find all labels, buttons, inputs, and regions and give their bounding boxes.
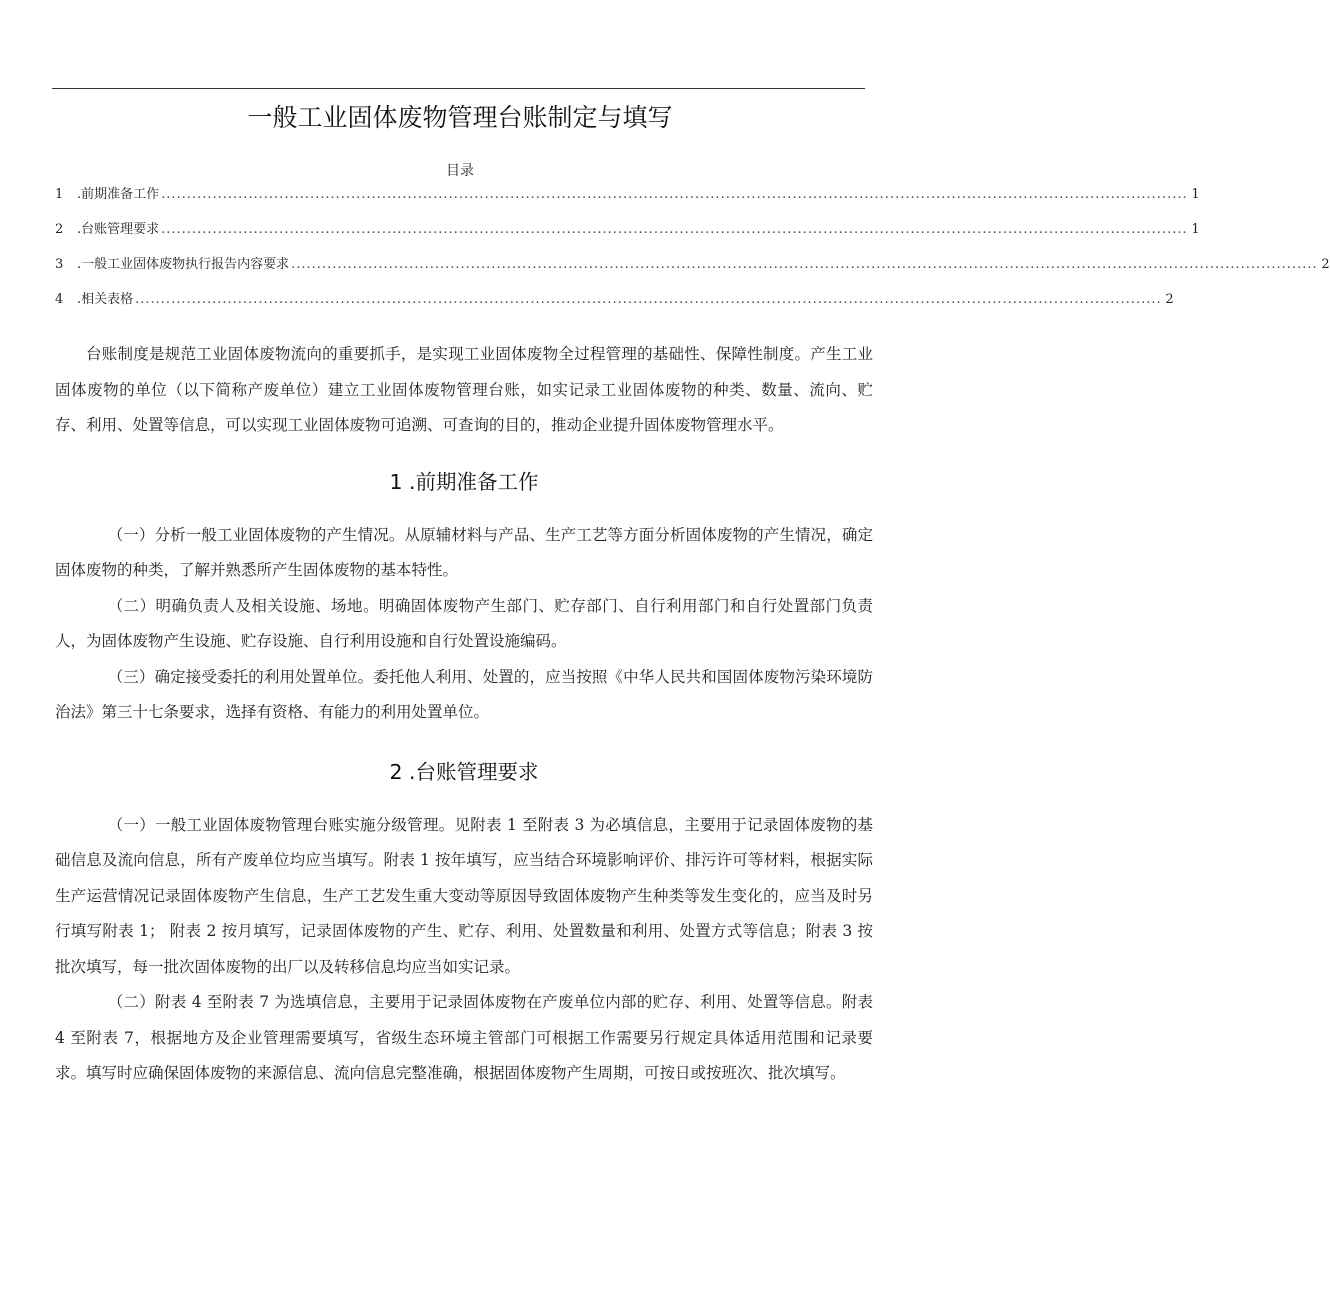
section-2-paragraph-2: （二）附表 4 至附表 7 为选填信息，主要用于记录固体废物在产废单位内部的贮存、利用、处置等信息。附表 4 至附表 7，根据地方及企业管理需要填写，省级生态环境主管部门可根据工作需要另行规定具体适用范围和记录要求。填写时应确保固体废物的来源信息、流向信息完整准确，根据固体废物产生周期，可按日或按班次、批次填写。 — [55, 993, 873, 1082]
toc-leader-dots: ........................................................................................................................................................................................................ — [161, 187, 1188, 202]
toc-leader-dots: ........................................................................................................................................................................................................ — [291, 257, 1318, 272]
toc-entry[interactable] — [55, 253, 1330, 288]
toc-entry-number: 2 — [55, 222, 64, 237]
section-heading-2: 2 .台账管理要求 — [389, 759, 539, 784]
toc-entry[interactable] — [55, 218, 1200, 253]
toc-entry-number: 1 — [55, 187, 64, 202]
document-title: 一般工业固体废物管理台账制定与填写 — [247, 103, 673, 132]
toc-entry-number: 3 — [55, 257, 64, 272]
toc-entry-label: .一般工业固体废物执行报告内容要求 — [77, 257, 290, 272]
section-2-paragraph-1: （一）一般工业固体废物管理台账实施分级管理。见附表 1 至附表 3 为必填信息，主要用于记录固体废物的基础信息及流向信息，所有产废单位均应当填写。附表 1 按年填写，应当结合环境影响评价、排污许可等材料，根据实际生产运营情况记录固体废物产生信息，生产工艺发生重大变动等原因导致固体废物产生种类等发生变化的，应当及时另行填写附表 1； 附表 2 按月填写，记录固体废物的产生、贮存、利用、处置数量和利用、处置方式等信息；附表 3 按批次填写，每一批次固体废物的出厂以及转移信息均应当如实记录。 — [55, 815, 873, 976]
table-of-contents — [55, 183, 1330, 323]
document-body — [55, 337, 873, 1092]
toc-entry-label: .前期准备工作 — [77, 187, 160, 202]
section-1-paragraph-3: （三）确定接受委托的利用处置单位。委托他人利用、处置的，应当按照《中华人民共和国固体废物污染环境防治法》第三十七条要求，选择有资格、有能力的利用处置单位。 — [55, 667, 873, 721]
toc-entry-page: 2 — [1165, 292, 1174, 307]
toc-entry-label: .相关表格 — [77, 292, 134, 307]
toc-leader-dots: ........................................................................................................................................................................................................ — [161, 222, 1188, 237]
toc-entry-number: 4 — [55, 292, 64, 307]
section-heading-1: 1 .前期准备工作 — [389, 469, 539, 494]
toc-leader-dots: ........................................................................................................................................................................................................ — [135, 292, 1162, 307]
section-1-paragraph-1: （一）分析一般工业固体废物的产生情况。从原辅材料与产品、生产工艺等方面分析固体废物的产生情况，确定固体废物的种类，了解并熟悉所产生固体废物的基本特性。 — [55, 525, 873, 579]
toc-entry-page: 2 — [1321, 257, 1330, 272]
toc-entry-page: 1 — [1191, 222, 1200, 237]
toc-heading: 目录 — [446, 163, 474, 179]
toc-entry[interactable] — [55, 183, 1200, 218]
toc-entry[interactable] — [55, 288, 1174, 323]
toc-entry-page: 1 — [1191, 187, 1200, 202]
section-1-paragraph-2: （二）明确负责人及相关设施、场地。明确固体废物产生部门、贮存部门、自行利用部门和自行处置部门负责人，为固体废物产生设施、贮存设施、自行利用设施和自行处置设施编码。 — [55, 596, 873, 650]
header-rule — [52, 88, 865, 89]
intro-paragraph: 台账制度是规范工业固体废物流向的重要抓手，是实现工业固体废物全过程管理的基础性、保障性制度。产生工业固体废物的单位（以下简称产废单位）建立工业固体废物管理台账，如实记录工业固体废物的种类、数量、流向、贮存、利用、处置等信息，可以实现工业固体废物可追溯、可查询的目的，推动企业提升固体废物管理水平。 — [55, 345, 873, 434]
toc-entry-label: .台账管理要求 — [77, 222, 160, 237]
